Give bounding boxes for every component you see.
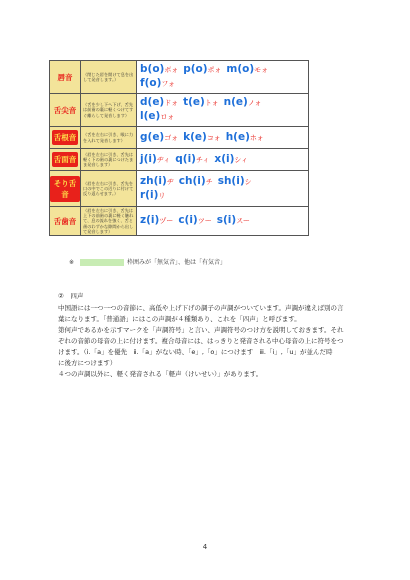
chart-row: [50, 61, 309, 94]
description-cell: （唇を左右に引き、舌先を口の中でこの辺りに付けて反り返らせます。）: [81, 171, 137, 207]
paragraph-line: 第何声であるかを示すマークを「声調符号」と言い、声調符号のつけ方を説明しておきます。それ: [58, 326, 344, 334]
sound-line: [140, 77, 305, 91]
paragraph-line: けます。（ⅰ.「a」を優先 ⅱ.「a」がない時、「e」,「o」につけます ⅲ.「i」,「u」が並んだ時: [58, 348, 333, 356]
syllable: [183, 96, 219, 108]
syllable: [140, 63, 178, 75]
chart-body: [50, 61, 309, 236]
syllable: [224, 96, 262, 108]
syllable-pinyin: l(e): [140, 110, 161, 122]
category-label: 舌歯音: [53, 216, 77, 226]
sounds-cell: [137, 149, 309, 171]
sound-line: [140, 214, 305, 228]
sound-line: [140, 153, 305, 167]
sound-line: [140, 131, 305, 145]
sounds-cell: [137, 127, 309, 149]
syllable: [175, 153, 209, 165]
syllable: [140, 153, 170, 165]
chart-row: [50, 127, 309, 149]
syllable: [140, 175, 174, 187]
page-number: 4: [202, 543, 208, 551]
chart-row: [50, 149, 309, 171]
sounds-cell: [137, 94, 309, 127]
syllable-pinyin: sh(i): [217, 174, 245, 187]
paragraph-line: に後方につけます）: [58, 359, 117, 367]
syllable-kana: ホォ: [249, 133, 264, 142]
sounds-cell: [137, 207, 309, 236]
syllable-pinyin: z(i): [140, 214, 160, 226]
syllable-kana: シ: [244, 177, 252, 186]
chart-row: [50, 94, 309, 127]
category-label: 舌面音: [52, 152, 79, 167]
syllable: [183, 131, 221, 143]
syllable-pinyin: m(o): [226, 63, 255, 75]
syllable-kana: ゴォ: [164, 133, 179, 142]
paragraph-line: ぞれの音節の母音の上に付けます。複合母音には、はっきりと発音される中心母音の上に符号をつ: [58, 337, 344, 345]
syllable: [226, 63, 268, 75]
syllable-pinyin: g(e): [140, 130, 165, 143]
syllable-pinyin: ch(i): [178, 174, 206, 187]
legend: [69, 257, 226, 266]
syllable-kana: ボォ: [164, 66, 179, 74]
syllable: [140, 96, 178, 108]
syllable-kana: ドォ: [164, 99, 179, 107]
sound-line: [140, 63, 305, 77]
category-cell: [50, 94, 81, 127]
sound-line: [140, 110, 305, 124]
syllable-kana: トォ: [204, 99, 219, 107]
sound-line: [140, 96, 305, 110]
syllable-kana: リ: [158, 191, 166, 200]
syllable-kana: フォ: [161, 80, 176, 88]
syllable: [183, 63, 221, 75]
syllable-pinyin: s(i): [216, 214, 237, 226]
syllable-kana: ロォ: [160, 113, 175, 121]
syllable: [179, 175, 213, 187]
legend-text: 枠囲みが「無気音」、他は「有気音」: [127, 259, 227, 266]
syllable-pinyin: b(o): [140, 63, 165, 75]
category-label: 唇音: [57, 72, 73, 82]
syllable-pinyin: x(i): [214, 152, 235, 165]
syllable-kana: ノォ: [247, 99, 262, 107]
syllable: [178, 214, 211, 226]
sound-line: [140, 189, 305, 203]
section-body: [58, 303, 358, 380]
syllable-kana: スー: [236, 217, 250, 225]
syllable-kana: シィ: [234, 155, 248, 164]
syllable-kana: ポォ: [207, 66, 222, 74]
paragraph-line: ４つの声調以外に、軽く発音される「軽声（けいせい）」があります。: [58, 370, 263, 378]
description-cell: （舌を左右に引き、喉に力を入れて発音します）: [81, 127, 137, 149]
syllable: [226, 131, 264, 143]
category-cell: [50, 127, 81, 149]
syllable: [140, 131, 178, 143]
syllable-pinyin: r(i): [140, 188, 159, 201]
paragraph-line: 中国語には一つ一つの音節に、高低や上げ下げの調子の声調がついています。声調が違えば別の言: [58, 304, 344, 312]
syllable-pinyin: h(e): [225, 130, 250, 143]
syllable-kana: コォ: [206, 133, 221, 142]
syllable-kana: チ: [205, 177, 213, 186]
chart-row: [50, 207, 309, 236]
description-cell: （舌を少し下へ下げ、舌先は前歯の裏に軽くつけてすぐ離らして発音します）: [81, 94, 137, 127]
initials-chart: [49, 60, 309, 236]
syllable: [140, 189, 165, 201]
syllable-pinyin: p(o): [183, 63, 208, 75]
category-cell: [50, 171, 81, 207]
section-title: ② 四声: [58, 292, 84, 300]
category-label: そり舌音: [50, 176, 80, 202]
syllable-pinyin: t(e): [183, 96, 205, 108]
syllable: [140, 110, 174, 122]
syllable-pinyin: n(e): [223, 96, 248, 108]
chart-row: [50, 171, 309, 207]
syllable-pinyin: j(i): [140, 152, 157, 165]
syllable: [218, 175, 252, 187]
syllable: [140, 214, 173, 226]
description-cell: （唇を左右に引き、舌先は軽く下の歯の裏につけたまま発音します）: [81, 149, 137, 171]
syllable: [217, 214, 250, 226]
syllable-pinyin: f(o): [140, 77, 162, 89]
syllable-kana: ヂ: [166, 177, 174, 186]
category-label: 舌根音: [52, 130, 79, 145]
syllable-pinyin: d(e): [140, 96, 165, 108]
category-label: 舌尖音: [53, 105, 77, 115]
category-cell: [50, 207, 81, 236]
category-cell: [50, 149, 81, 171]
legend-swatch: [80, 259, 124, 266]
syllable-pinyin: k(e): [183, 130, 207, 143]
syllable-kana: ヂィ: [156, 155, 171, 164]
syllable-kana: モォ: [254, 66, 269, 74]
syllable-pinyin: q(i): [175, 152, 196, 165]
sounds-cell: [137, 171, 309, 207]
legend-mark: ※: [69, 259, 75, 266]
description-cell: （閉じた唇を開けて息を出して発音します。）: [81, 61, 137, 94]
syllable-kana: ツー: [197, 217, 212, 225]
syllable-pinyin: c(i): [178, 214, 198, 226]
syllable-kana: ヅー: [159, 217, 174, 225]
syllable: [214, 153, 248, 165]
sound-line: [140, 175, 305, 189]
syllable-kana: チィ: [195, 155, 210, 164]
sounds-cell: [137, 61, 309, 94]
description-cell: （唇を左右に引き、舌先は上下の前歯の裏に軽く触れて、息の流れを強く、舌と歯のわずかな隙間から出して発音します）: [81, 207, 137, 236]
category-cell: [50, 61, 81, 94]
syllable: [140, 77, 175, 89]
paragraph-line: 葉になります。「普通語」にはこの声調が４種類あり、これを「四声」と呼びます。: [58, 315, 301, 323]
syllable-pinyin: zh(i): [140, 174, 167, 187]
